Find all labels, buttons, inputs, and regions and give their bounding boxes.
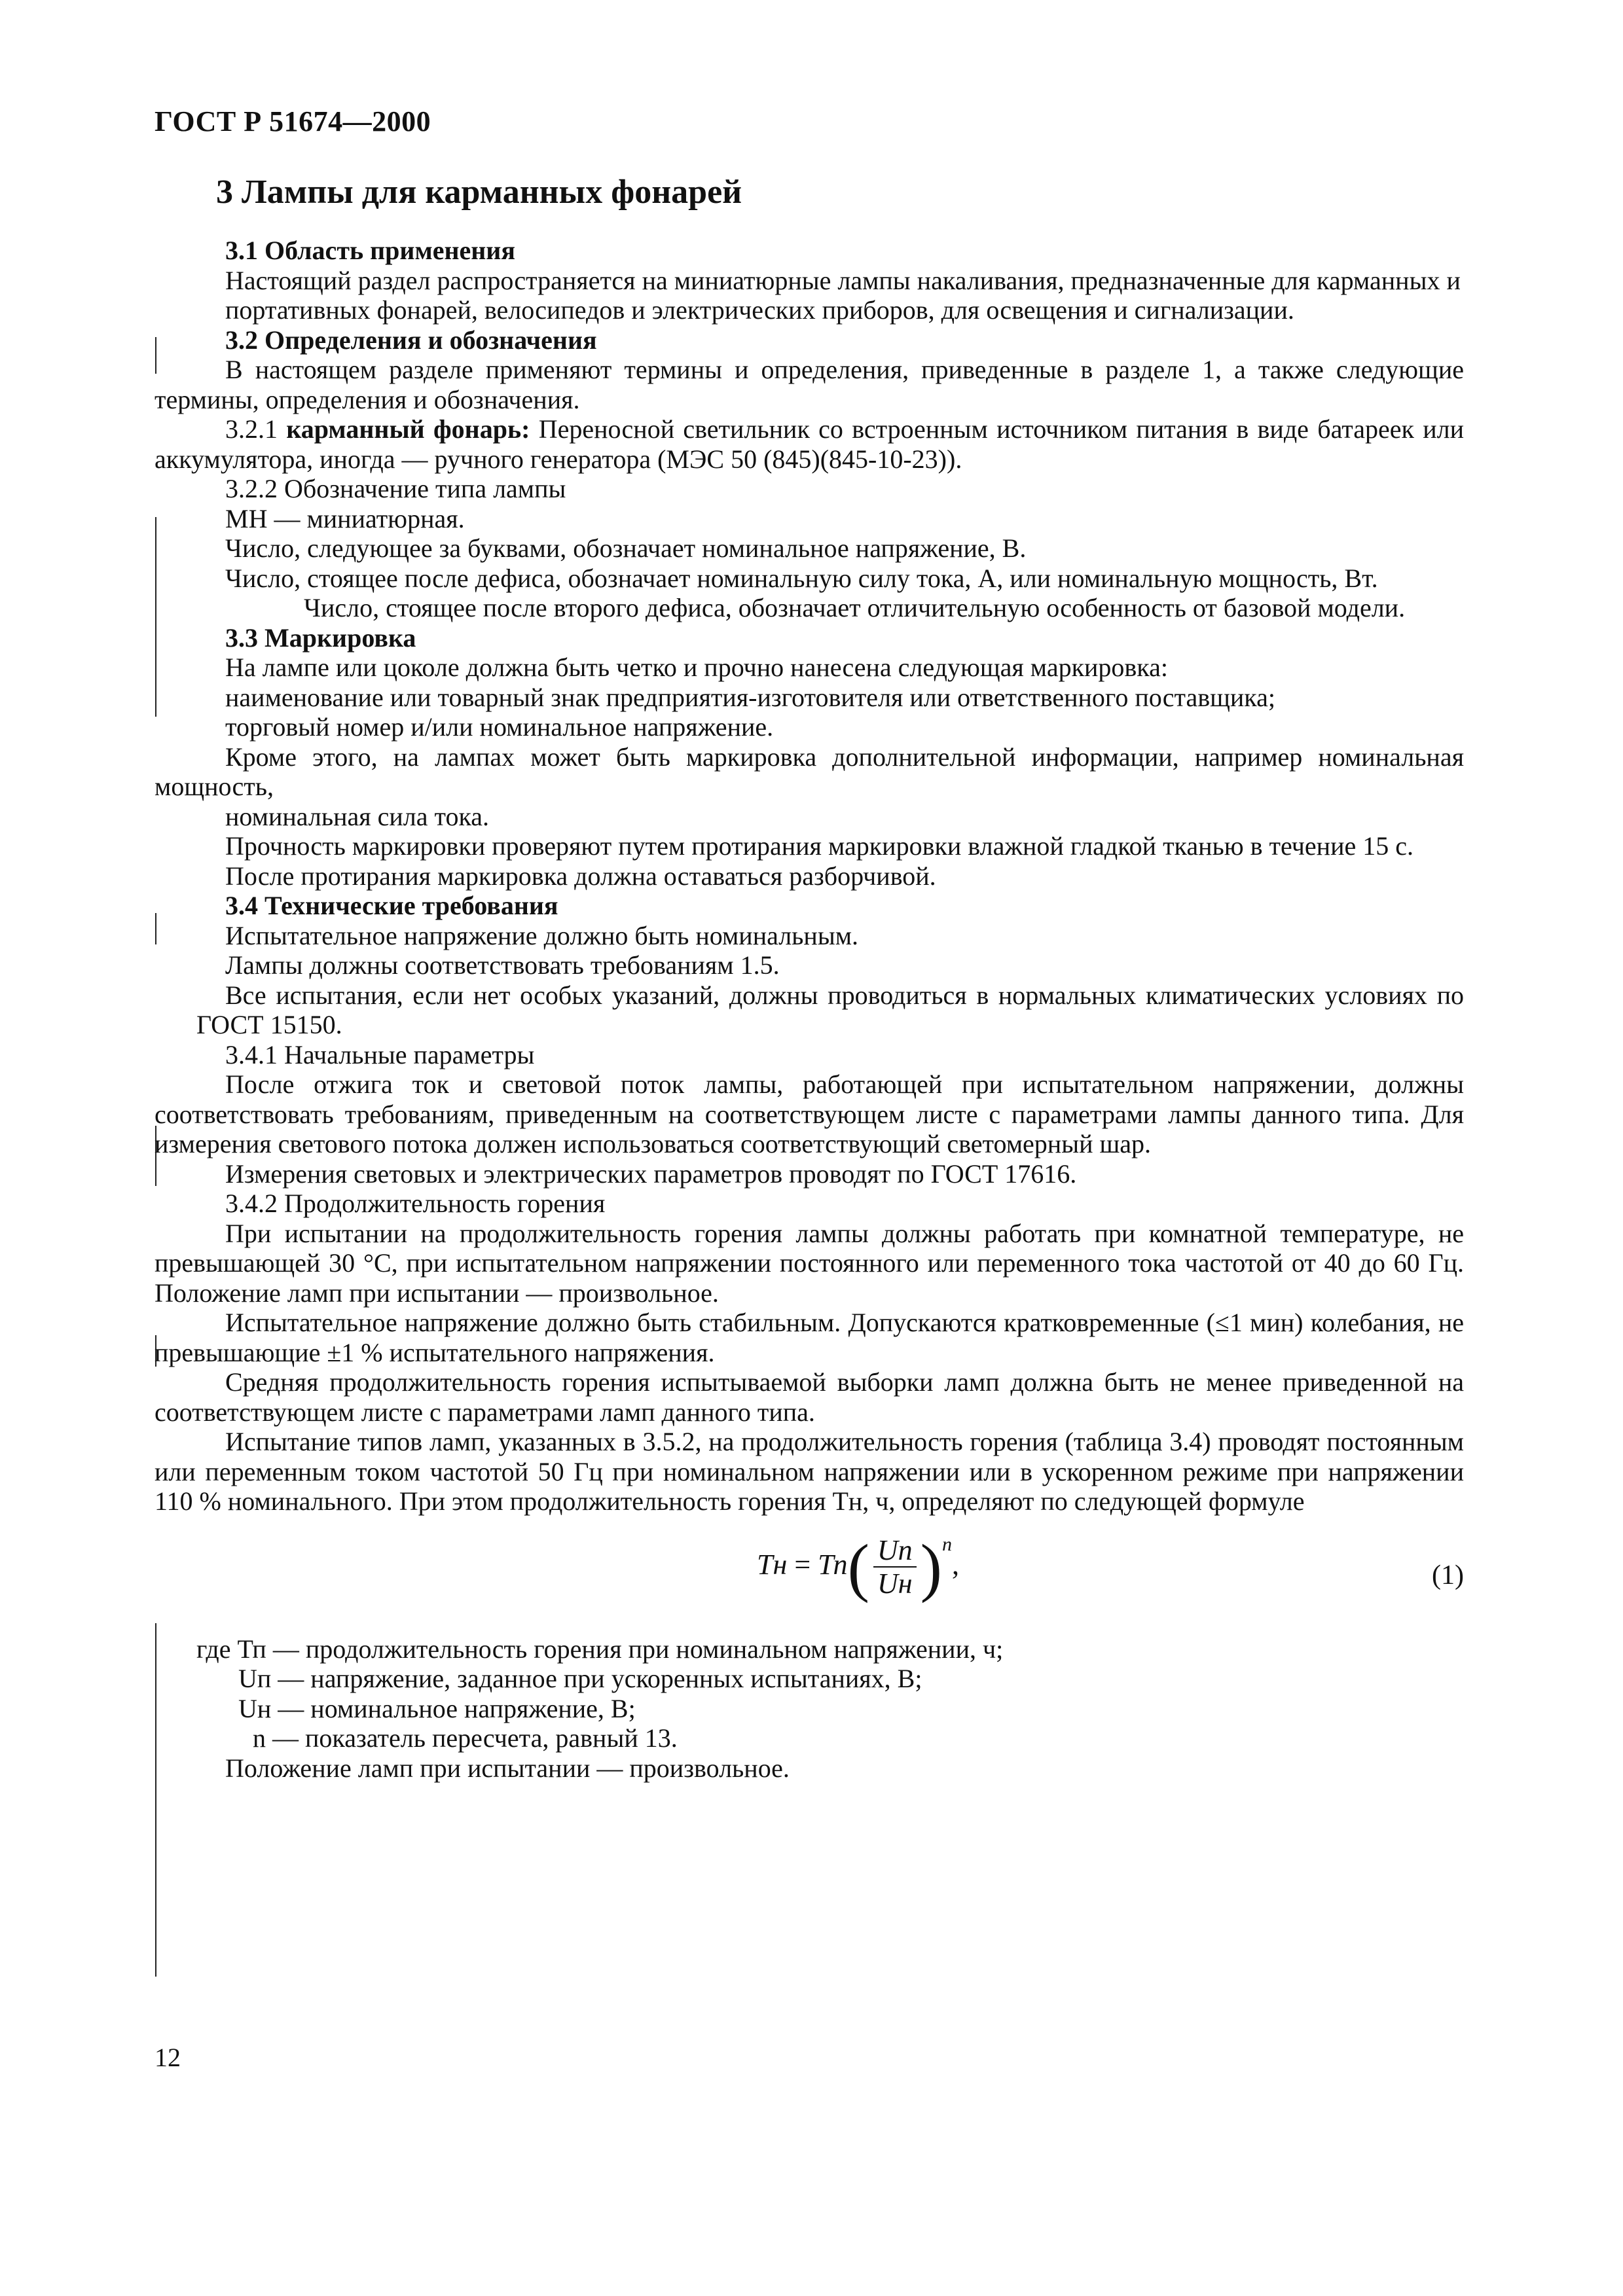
- subsection-heading: 3.4 Технические требования: [225, 891, 558, 920]
- defined-term: карманный фонарь:: [286, 414, 530, 444]
- clause-heading: 3.4.2 Продолжительность горения: [225, 1189, 606, 1218]
- paragraph: Положение ламп при испытании — произвольное.: [225, 1753, 790, 1783]
- paragraph: Все испытания, если нет особых указаний, должны проводиться в нормальных климатических условиях по ГОСТ 15150.: [196, 980, 1464, 1039]
- paragraph: Испытание типов ламп, указанных в 3.5.2, на продолжительность горения (таблица 3.4) проводят постоянным или переменным током частотой 50 Гц при номинальном напряжении или в ускоренном режиме при напряжении 110 % номинального. При этом продолжительность горения Тн, ч, определяют по следующей формуле: [155, 1427, 1464, 1516]
- paragraph: Испытательное напряжение должно быть номинальным.: [225, 920, 859, 950]
- clause-heading: 3.2.2 Обозначение типа лампы: [225, 474, 566, 503]
- clause-number: 3.2.1: [225, 414, 287, 444]
- paragraph: Число, стоящее после дефиса, обозначает номинальную силу тока, А, или номинальную мощность, Вт.: [225, 563, 1378, 593]
- fraction-denominator: Uн: [877, 1568, 913, 1600]
- definition-text: Переносной светильник со встроенным источником питания в виде батареек или аккумулятора, иногда — ручного генератора (МЭС 50 (845)(845-10-23)).: [155, 414, 1465, 474]
- paragraph: портативных фонарей, велосипедов и электрических приборов, для освещения и сигнализации.: [225, 295, 1294, 325]
- document-body: [155, 236, 1464, 1783]
- where-line: где Тп — продолжительность горения при номинальном напряжении, ч;: [196, 1634, 1004, 1664]
- subsection-heading: 3.2 Определения и обозначения: [225, 325, 597, 355]
- right-paren: ): [920, 1530, 942, 1604]
- fraction: [873, 1535, 917, 1599]
- paragraph: Средняя продолжительность горения испытываемой выборки ламп должна быть не менее приведенной на соответствующем листе с параметрами ламп данного типа.: [155, 1367, 1464, 1427]
- paragraph: При испытании на продолжительность горения лампы должны работать при комнатной температуре, не превышающей 30 °С, при испытательном напряжении постоянного или переменного тока частотой от 40 до 60 Гц. Положение ламп при испытании — произвольное.: [155, 1218, 1464, 1308]
- formula-number: (1): [1432, 1560, 1464, 1590]
- left-paren: (: [847, 1530, 869, 1604]
- definition-paragraph: [155, 414, 1464, 474]
- formula-comma: ,: [951, 1548, 959, 1581]
- formula-lhs: Тн: [757, 1548, 788, 1581]
- paragraph: Испытательное напряжение должно быть стабильным. Допускаются кратковременные (≤1 мин) колебания, не превышающие ±1 % испытательного напряжения.: [155, 1308, 1464, 1367]
- where-line: Uп — напряжение, заданное при ускоренных испытаниях, В;: [238, 1664, 922, 1693]
- formula-block: [155, 1530, 1464, 1634]
- formula-rhs-term: Тп: [818, 1548, 848, 1581]
- paragraph: Число, следующее за буквами, обозначает номинальное напряжение, В.: [225, 533, 1027, 563]
- page-number: 12: [155, 2043, 181, 2072]
- clause-heading: 3.4.1 Начальные параметры: [225, 1039, 535, 1069]
- paragraph: Кроме этого, на лампах может быть маркировка дополнительной информации, например номинальная мощность,: [155, 742, 1464, 801]
- formula: [757, 1530, 959, 1604]
- paragraph: На лампе или цоколе должна быть четко и прочно нанесена следующая маркировка:: [225, 653, 1168, 682]
- paragraph: наименование или товарный знак предприятия-изготовителя или ответственного поставщика;: [225, 682, 1276, 712]
- paragraph: Измерения световых и электрических параметров проводят по ГОСТ 17616.: [225, 1158, 1077, 1189]
- paragraph: Лампы должны соответствовать требованиям 1.5.: [225, 950, 780, 980]
- where-line: Uн — номинальное напряжение, В;: [238, 1693, 636, 1723]
- standard-header: ГОСТ Р 51674—2000: [155, 105, 431, 137]
- formula-exponent: n: [941, 1533, 952, 1555]
- paragraph: После протирания маркировка должна оставаться разборчивой.: [225, 861, 936, 891]
- paragraph: номинальная сила тока.: [225, 801, 490, 831]
- subsection-heading: 3.3 Маркировка: [225, 622, 416, 653]
- paragraph: После отжига ток и световой поток лампы, работающей при испытательном напряжении, должны соответствовать требованиям, приведенным на соответствующем листе с параметрами лампы данного типа. Для измерения светового потока должен использоваться соответствующий светомерный шар.: [155, 1069, 1464, 1158]
- paragraph: МН — миниатюрная.: [225, 503, 465, 533]
- paragraph: Число, стоящее после второго дефиса, обозначает отличительную особенность от базовой модели.: [304, 593, 1406, 622]
- section-title: 3 Лампы для карманных фонарей: [216, 173, 742, 211]
- paragraph: Настоящий раздел распространяется на миниатюрные лампы накаливания, предназначенные для карманных и: [225, 265, 1461, 295]
- paragraph: торговый номер и/или номинальное напряжение.: [225, 712, 774, 742]
- paragraph: В настоящем разделе применяют термины и определения, приведенные в разделе 1, а также следующие термины, определения и обозначения.: [155, 355, 1464, 414]
- formula-equals: =: [787, 1548, 818, 1581]
- fraction-numerator: Uп: [873, 1535, 917, 1568]
- paragraph: Прочность маркировки проверяют путем протирания маркировки влажной гладкой тканью в течение 15 с.: [225, 831, 1413, 861]
- where-line: n — показатель пересчета, равный 13.: [253, 1723, 678, 1753]
- subsection-heading: 3.1 Область применения: [225, 236, 515, 265]
